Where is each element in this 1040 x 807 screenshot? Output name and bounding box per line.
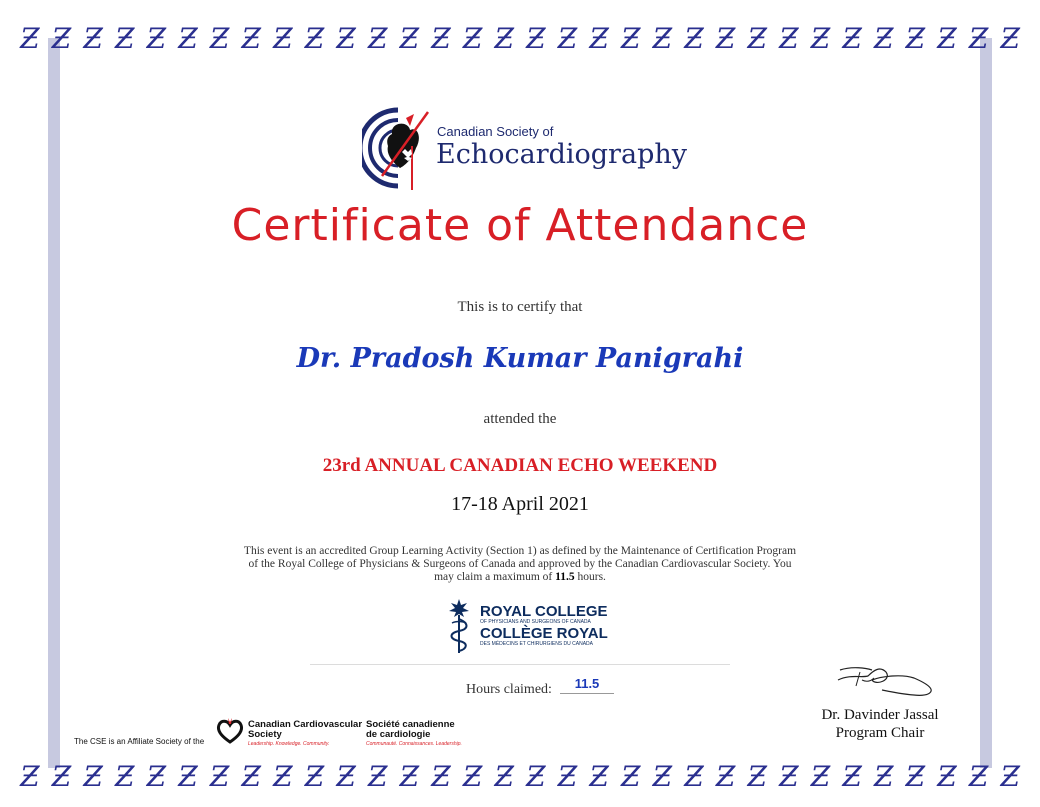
- border-ornament-icon: Ƶ: [83, 760, 103, 793]
- border-ornament-icon: Ƶ: [273, 760, 293, 793]
- border-ornament-icon: Ƶ: [241, 760, 261, 793]
- signer-title: Program Chair: [835, 725, 925, 741]
- accreditation-text-part2: hours.: [577, 571, 606, 583]
- hours-claimed-label: Hours claimed:: [466, 682, 552, 697]
- border-ornament-icon: Ƶ: [620, 22, 641, 55]
- certificate-title: Certificate of Attendance: [231, 200, 809, 251]
- border-ornament-icon: Ƶ: [114, 22, 135, 55]
- border-ornament-icon: Ƶ: [557, 22, 578, 55]
- border-ornament-icon: Ƶ: [589, 760, 609, 793]
- border-ornament-icon: Ƶ: [209, 760, 230, 793]
- event-name: 23rd ANNUAL CANADIAN ECHO WEEKEND: [322, 455, 718, 476]
- royal-college-logo-text: [480, 604, 608, 648]
- border-ornament-icon: Ƶ: [968, 22, 989, 55]
- border-ornament-icon: Ƶ: [747, 760, 767, 793]
- border-ornament-icon: Ƶ: [715, 760, 736, 793]
- ccs-fr-line1: Société canadienne: [366, 719, 455, 730]
- bottom-ornament-border: [14, 760, 1026, 794]
- divider-line: [310, 664, 730, 665]
- border-ornament-icon: Ƶ: [715, 22, 736, 55]
- border-ornament-icon: Ƶ: [241, 22, 261, 55]
- border-ornament-icon: Ƶ: [494, 22, 514, 55]
- border-ornament-icon: Ƶ: [652, 760, 673, 793]
- border-ornament-icon: Ƶ: [209, 22, 230, 55]
- border-ornament-icon: Ƶ: [304, 22, 325, 55]
- border-ornament-icon: Ƶ: [526, 760, 546, 793]
- rc-line1-sub: OF PHYSICIANS AND SURGEONS OF CANADA: [480, 619, 591, 625]
- border-ornament-icon: Ƶ: [968, 760, 989, 793]
- society-name-line2: Echocardiography: [436, 139, 687, 170]
- border-ornament-icon: Ƶ: [810, 22, 831, 55]
- society-name-line1: Canadian Society of: [437, 124, 554, 139]
- ccs-fr-line2: de cardiologie: [366, 729, 431, 740]
- left-border-bar: [48, 38, 60, 768]
- border-ornament-icon: Ƶ: [873, 760, 894, 793]
- border-ornament-icon: Ƶ: [873, 22, 894, 55]
- rc-line2-sub: DES MÉDECINS ET CHIRURGIENS DU CANADA: [480, 641, 593, 647]
- border-ornament-icon: Ƶ: [178, 22, 198, 55]
- affiliate-text: The CSE is an Affiliate Society of the: [74, 737, 205, 746]
- border-ornament-icon: Ƶ: [842, 760, 862, 793]
- border-ornament-icon: Ƶ: [905, 22, 926, 55]
- right-border-bar: [980, 38, 992, 768]
- border-ornament-icon: Ƶ: [557, 760, 578, 793]
- border-ornament-icon: Ƶ: [83, 22, 103, 55]
- border-ornament-icon: Ƶ: [367, 760, 388, 793]
- royal-college-crest-icon: [444, 597, 474, 655]
- signature-icon: [832, 660, 942, 700]
- border-ornament-icon: Ƶ: [747, 22, 767, 55]
- border-ornament-icon: Ƶ: [462, 22, 483, 55]
- border-ornament-icon: Ƶ: [114, 760, 135, 793]
- border-ornament-icon: Ƶ: [367, 22, 388, 55]
- ccs-french-name: [366, 720, 462, 748]
- certify-text: This is to certify that: [457, 299, 583, 315]
- border-ornament-icon: Ƶ: [684, 760, 704, 793]
- border-ornament-icon: Ƶ: [810, 760, 831, 793]
- border-ornament-icon: Ƶ: [620, 760, 641, 793]
- border-ornament-icon: Ƶ: [399, 22, 420, 55]
- ccs-en-line2: Society: [248, 729, 282, 740]
- border-ornament-icon: Ƶ: [178, 760, 198, 793]
- border-ornament-icon: Ƶ: [20, 760, 40, 793]
- ccs-en-line1: Canadian Cardiovascular: [248, 719, 363, 730]
- rc-line1: ROYAL COLLEGE: [480, 603, 608, 620]
- border-ornament-icon: Ƶ: [589, 22, 609, 55]
- border-ornament-icon: Ƶ: [462, 760, 483, 793]
- border-ornament-icon: Ƶ: [51, 760, 72, 793]
- border-ornament-icon: Ƶ: [1000, 22, 1020, 55]
- ccs-english-name: [248, 720, 362, 748]
- event-date: 17-18 April 2021: [451, 493, 589, 515]
- border-ornament-icon: Ƶ: [494, 760, 514, 793]
- border-ornament-icon: Ƶ: [652, 22, 673, 55]
- ccs-en-tagline: Leadership. Knowledge. Community.: [248, 741, 330, 747]
- signer-name: Dr. Davinder Jassal: [821, 707, 939, 723]
- border-ornament-icon: Ƶ: [842, 22, 862, 55]
- recipient-name: Dr. Pradosh Kumar Panigrahi: [296, 343, 744, 374]
- border-ornament-icon: Ƶ: [905, 760, 926, 793]
- border-ornament-icon: Ƶ: [431, 760, 451, 793]
- border-ornament-icon: Ƶ: [937, 22, 957, 55]
- border-ornament-icon: Ƶ: [779, 22, 799, 55]
- border-ornament-icon: Ƶ: [51, 22, 72, 55]
- border-ornament-icon: Ƶ: [431, 22, 451, 55]
- border-ornament-icon: Ƶ: [779, 760, 799, 793]
- accreditation-statement: [240, 545, 800, 584]
- border-ornament-icon: Ƶ: [304, 760, 325, 793]
- border-ornament-icon: Ƶ: [146, 760, 167, 793]
- border-ornament-icon: Ƶ: [1000, 760, 1020, 793]
- heart-echo-logo-icon: [362, 104, 438, 194]
- border-ornament-icon: Ƶ: [684, 22, 704, 55]
- border-ornament-icon: Ƶ: [399, 760, 420, 793]
- ccs-fr-tagline: Communauté. Connaissances. Leadership.: [366, 741, 462, 747]
- hours-claimed-field[interactable]: 11.5: [560, 676, 614, 694]
- accreditation-max-hours: 11.5: [555, 571, 575, 583]
- border-ornament-icon: Ƶ: [336, 760, 356, 793]
- border-ornament-icon: Ƶ: [336, 22, 356, 55]
- rc-line2: COLLÈGE ROYAL: [480, 625, 608, 642]
- border-ornament-icon: Ƶ: [526, 22, 546, 55]
- border-ornament-icon: Ƶ: [273, 22, 293, 55]
- accreditation-text-part1: This event is an accredited Group Learning Activity (Section 1) as defined by the Maintenance of Certification Program of the Royal College of Physicians & Surgeons of Canada and approved by the Canadian Cardiovascular Society. You may claim a maximum of: [243, 545, 797, 583]
- attended-text: attended the: [483, 411, 557, 427]
- border-ornament-icon: Ƶ: [937, 760, 957, 793]
- border-ornament-icon: Ƶ: [146, 22, 167, 55]
- ccs-heart-logo-icon: [215, 716, 245, 744]
- border-ornament-icon: Ƶ: [20, 22, 40, 55]
- top-ornament-border: [14, 22, 1026, 56]
